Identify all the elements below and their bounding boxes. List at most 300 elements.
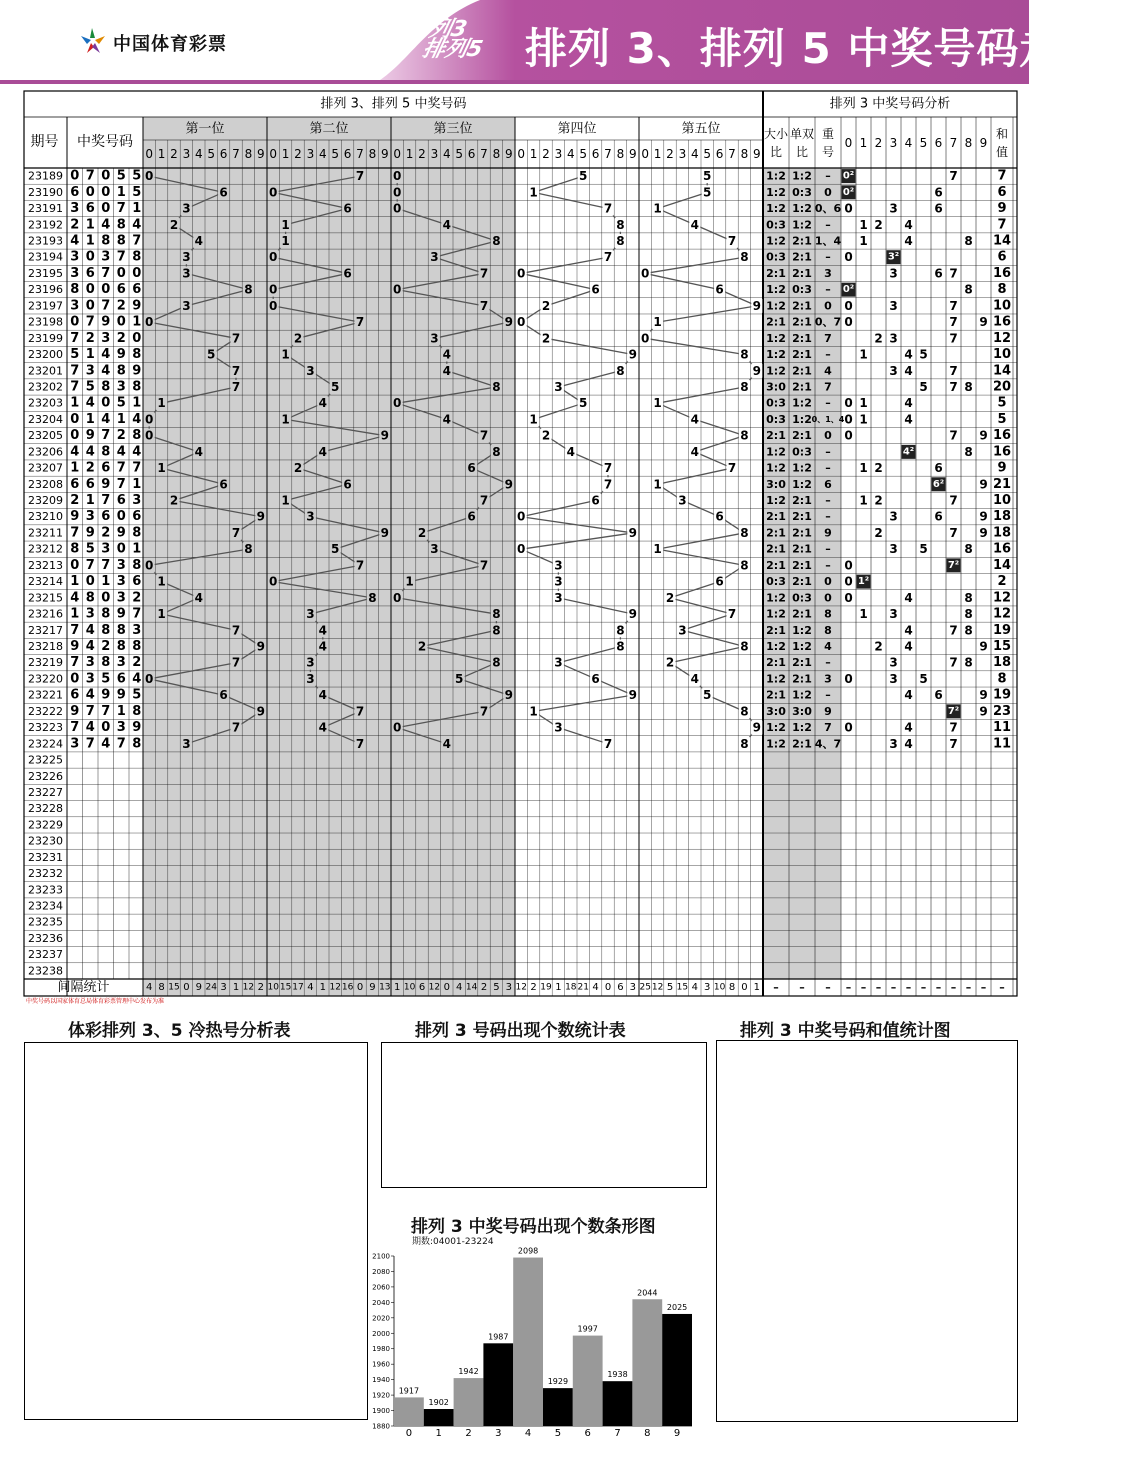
digit-head: 6: [343, 147, 352, 161]
trend-point: 1: [405, 574, 414, 589]
digit-head: 9: [380, 147, 389, 161]
position-1: 第一位: [185, 121, 225, 137]
number-cell: 8: [70, 541, 80, 557]
number-cell: 0: [101, 282, 111, 298]
footnote: 中奖号码以国家体育总局体育彩票管理中心发布为准: [26, 998, 165, 1005]
sum-value: 20: [992, 379, 1012, 395]
digit-mark: 1²: [857, 576, 870, 588]
number-cell: 7: [70, 655, 80, 671]
trend-point: 7: [479, 428, 489, 443]
digit-mark: 0: [844, 720, 853, 735]
trend-point: 1: [529, 185, 538, 200]
trend-point: 9: [628, 607, 637, 622]
number-cell: 2: [70, 493, 80, 509]
gap-value: 1: [394, 982, 401, 993]
number-cell: 0: [85, 574, 95, 590]
trend-point: 4: [442, 363, 451, 378]
repeat-number: 4、7: [814, 737, 842, 751]
digit-mark: 5: [919, 671, 928, 686]
gap-value: 3: [220, 982, 227, 993]
repeat-number: 0、7: [814, 315, 842, 329]
y-tick-label: 2040: [372, 1298, 390, 1307]
big-small-ratio: 2:1: [766, 266, 786, 280]
digit-mark: 6²: [932, 478, 945, 490]
trend-point: 1: [529, 704, 538, 719]
big-small-ratio: 1:2: [766, 283, 786, 297]
gap-dash: –: [980, 981, 987, 994]
number-cell: 3: [116, 379, 126, 395]
repeat-number: 0: [824, 575, 832, 589]
number-cell: 3: [85, 363, 95, 379]
digit-mark: 3: [889, 201, 898, 216]
trend-point: 0: [517, 315, 526, 330]
x-tick-label: 1: [435, 1428, 442, 1439]
trend-point: 8: [492, 379, 501, 394]
big-small-ratio: 1:2: [766, 672, 786, 686]
digit-head: 3: [306, 147, 315, 161]
issue-cell: 23237: [28, 948, 63, 962]
digit-mark: 3: [889, 331, 898, 346]
number-cell: 0: [70, 314, 80, 330]
digit-mark: 3: [889, 655, 898, 670]
bar-chart: [368, 1244, 713, 1439]
trend-point: 0: [145, 428, 154, 443]
issue-cell: 23211: [28, 526, 63, 540]
number-cell: 1: [70, 460, 80, 476]
number-cell: 7: [116, 249, 126, 265]
gap-value: 4: [592, 982, 599, 993]
issue-cell: 23189: [28, 169, 63, 183]
digit-mark: 8: [964, 590, 973, 605]
trend-point: 1: [281, 233, 290, 248]
digit-mark: 4: [904, 590, 913, 605]
big-small-ratio: 0:3: [766, 412, 786, 426]
trend-point: 5: [703, 688, 712, 703]
number-cell: 1: [132, 314, 142, 330]
gap-value: 0: [604, 982, 612, 993]
digit-head: 8: [616, 147, 625, 161]
trend-point: 0: [393, 185, 402, 200]
analysis-head: 7: [949, 136, 958, 150]
trend-point: 8: [740, 347, 749, 362]
gap-value: 25: [639, 982, 651, 993]
y-tick-label: 1980: [372, 1345, 390, 1354]
number-cell: 4: [85, 638, 95, 654]
trend-point: 0: [269, 574, 278, 589]
page-title: 排列 3、排列 5 中奖号码走势图: [525, 24, 1148, 73]
issue-cell: 23236: [28, 931, 63, 945]
number-cell: 9: [70, 703, 80, 719]
gap-value: 12: [242, 982, 255, 993]
odd-even-ratio: 2:1: [792, 364, 812, 378]
bar-1: [424, 1409, 454, 1426]
trend-point: 0: [641, 266, 650, 281]
digit-mark: 0: [844, 428, 853, 443]
trend-point: 0: [393, 169, 402, 184]
trend-point: 4: [442, 412, 451, 427]
trend-point: 4: [690, 217, 699, 232]
trend-point: 7: [603, 477, 613, 492]
trend-point: 4: [318, 639, 327, 654]
trend-point: 5: [207, 347, 216, 362]
trend-point: 9: [504, 315, 513, 330]
number-cell: 7: [101, 428, 111, 444]
number-cell: 3: [85, 606, 95, 622]
trend-point: 6: [467, 461, 476, 476]
gap-value: 1: [555, 982, 562, 993]
odd-even-ratio: 1:2: [792, 169, 812, 183]
trend-point: 8: [616, 233, 625, 248]
odd-even-ratio: 1:2: [792, 461, 812, 475]
number-cell: 8: [132, 379, 142, 395]
odd-even-ratio: 2:1: [792, 526, 812, 540]
sum-value: 11: [992, 736, 1012, 752]
sum-value: 6: [997, 249, 1007, 265]
number-cell: 8: [116, 638, 126, 654]
number-cell: 4: [70, 590, 80, 606]
trend-point: 4: [318, 444, 327, 459]
repeat-number: 7: [824, 721, 832, 735]
trend-point: 3: [554, 574, 563, 589]
gap-dash: –: [875, 981, 882, 994]
digit-head: 1: [529, 147, 538, 161]
repeat-number: 0、6: [814, 202, 842, 216]
number-cell: 8: [101, 622, 111, 638]
digit-mark: 1: [859, 396, 868, 411]
x-tick-label: 2: [465, 1428, 472, 1439]
number-cell: 4: [85, 395, 95, 411]
number-cell: 8: [85, 590, 95, 606]
repeat-number: 0: [824, 299, 832, 313]
trend-point: 9: [628, 688, 637, 703]
odd-even-ratio: 2:1: [792, 542, 812, 556]
odd-even-ratio: 1:2: [792, 623, 812, 637]
trend-point: 3: [554, 720, 563, 735]
number-cell: 3: [70, 201, 80, 217]
sum-value: 16: [992, 444, 1012, 460]
number-cell: 3: [85, 509, 95, 525]
gap-value: 12: [329, 982, 341, 993]
col-issue: 期号: [30, 134, 59, 150]
digit-mark: 0: [844, 558, 853, 573]
digit-mark: 1: [859, 412, 868, 427]
sum-value: 19: [992, 622, 1012, 638]
sum-value: 16: [992, 541, 1012, 557]
digit-head: 5: [455, 147, 464, 161]
issue-cell: 23198: [28, 315, 63, 329]
number-cell: 2: [85, 330, 95, 346]
number-cell: 9: [70, 509, 80, 525]
digit-mark: 4: [904, 720, 913, 735]
number-cell: 0: [101, 201, 111, 217]
number-cell: 7: [85, 557, 95, 573]
number-cell: 8: [132, 347, 142, 363]
trend-point: 7: [231, 363, 241, 378]
number-cell: 0: [101, 720, 111, 736]
trend-point: 8: [492, 444, 501, 459]
sum-value: 18: [992, 655, 1012, 671]
col-number: 中奖号码: [77, 134, 133, 150]
sum-value: 7: [997, 217, 1007, 233]
y-tick-label: 1960: [372, 1360, 390, 1369]
digit-mark: 1: [859, 607, 868, 622]
gap-dash: –: [799, 981, 805, 994]
trend-point: 6: [715, 574, 724, 589]
gap-dash: –: [825, 981, 831, 994]
digit-mark: 1: [859, 493, 868, 508]
trend-point: 6: [219, 185, 228, 200]
number-cell: 4: [85, 720, 95, 736]
trend-point: 3: [554, 558, 563, 573]
gap-value: 24: [205, 982, 217, 993]
trend-point: 7: [603, 201, 613, 216]
number-cell: 8: [101, 379, 111, 395]
number-cell: 9: [116, 525, 126, 541]
trend-point: 1: [653, 542, 662, 557]
gap-value: 4: [691, 982, 698, 993]
gap-value: 3: [629, 982, 636, 993]
digit-head: 9: [628, 147, 637, 161]
trend-point: 2: [417, 525, 427, 540]
number-cell: 1: [85, 233, 95, 249]
odd-even-ratio: 2:1: [792, 656, 812, 670]
trend-point: 4: [318, 688, 327, 703]
digit-mark: 5: [919, 379, 928, 394]
big-small-ratio: 1:2: [766, 591, 786, 605]
trend-point: 9: [504, 477, 513, 492]
trend-point: 6: [343, 266, 352, 281]
analysis-head: 单双: [789, 127, 815, 141]
number-cell: 0: [70, 557, 80, 573]
digit-mark: 3: [889, 607, 898, 622]
number-cell: 2: [101, 638, 111, 654]
number-cell: 0: [70, 168, 80, 184]
number-cell: 5: [132, 168, 142, 184]
gap-value: 2: [530, 982, 537, 993]
digit-mark: 7: [949, 266, 958, 281]
digit-mark: 4: [904, 363, 913, 378]
repeat-number: –: [825, 688, 831, 702]
digit-head: 8: [492, 147, 501, 161]
issue-cell: 23232: [28, 867, 63, 881]
trend-point: 3: [678, 623, 687, 638]
big-small-ratio: 1:2: [766, 169, 786, 183]
gap-dash: –: [935, 981, 942, 994]
number-cell: 1: [132, 395, 142, 411]
trend-point: 4: [442, 736, 451, 751]
trend-point: 4: [690, 671, 699, 686]
number-cell: 7: [85, 703, 95, 719]
bar-6: [573, 1336, 603, 1426]
trend-point: 0: [145, 169, 154, 184]
odd-even-ratio: 0:3: [792, 445, 812, 459]
repeat-number: –: [825, 461, 831, 475]
digit-mark: 2: [874, 639, 883, 654]
number-cell: 4: [101, 736, 111, 752]
digit-mark: 6: [934, 461, 943, 476]
odd-even-ratio: 2:1: [792, 380, 812, 394]
trend-point: 8: [244, 542, 253, 557]
trend-point: 9: [752, 363, 761, 378]
digit-mark: 3: [889, 542, 898, 557]
digit-mark: 3: [889, 363, 898, 378]
digit-mark: 7: [949, 315, 958, 330]
number-cell: 7: [101, 557, 111, 573]
game-mark-line2: 排列5: [420, 37, 485, 62]
number-cell: 1: [70, 395, 80, 411]
gap-value: 2: [257, 982, 264, 993]
issue-cell: 23238: [28, 964, 63, 978]
trend-point: 1: [281, 347, 290, 362]
digit-mark: 3: [889, 736, 898, 751]
number-cell: 9: [101, 687, 111, 703]
gap-value: 15: [676, 982, 689, 993]
digit-mark: 8: [964, 444, 973, 459]
big-small-ratio: 1:2: [766, 639, 786, 653]
trend-point: 0: [393, 396, 402, 411]
gap-value: 16: [341, 982, 354, 993]
number-cell: 0: [101, 184, 111, 200]
trend-point: 7: [603, 250, 613, 265]
bar-label: 2025: [666, 1302, 688, 1312]
digit-mark: 4: [904, 688, 913, 703]
issue-cell: 23205: [28, 429, 63, 443]
trend-point: 4: [442, 217, 451, 232]
repeat-number: 0: [824, 185, 832, 199]
analysis-head: 8: [964, 136, 973, 150]
bar-8: [632, 1299, 662, 1426]
issue-cell: 23226: [28, 769, 63, 783]
number-cell: 2: [101, 525, 111, 541]
trend-point: 6: [219, 477, 228, 492]
number-cell: 0: [85, 249, 95, 265]
digit-mark: 0²: [842, 284, 855, 296]
issue-cell: 23233: [28, 883, 63, 897]
y-tick-label: 2020: [372, 1314, 390, 1323]
issue-cell: 23193: [28, 234, 63, 248]
digit-mark: 7: [949, 379, 958, 394]
trend-point: 1: [281, 412, 290, 427]
number-cell: 8: [132, 638, 142, 654]
position-3: 第三位: [433, 121, 473, 137]
trend-point: 1: [157, 461, 166, 476]
digit-head: 1: [653, 147, 662, 161]
sum-value: 8: [997, 282, 1007, 298]
number-cell: 1: [85, 217, 95, 233]
number-cell: 5: [85, 541, 95, 557]
sum-value: 12: [992, 606, 1012, 622]
trend-point: 3: [678, 493, 687, 508]
trend-point: 9: [504, 688, 513, 703]
trend-point: 6: [591, 282, 600, 297]
number-cell: 0: [132, 265, 142, 281]
digit-mark: 7: [949, 720, 958, 735]
gap-value: 21: [577, 982, 589, 993]
gap-value: 8: [158, 982, 165, 993]
trend-point: 1: [653, 477, 662, 492]
trend-point: 7: [727, 233, 737, 248]
digit-mark: 4²: [902, 446, 915, 458]
trend-point: 9: [628, 347, 637, 362]
digit-head: 5: [579, 147, 588, 161]
trend-point: 0: [269, 298, 278, 313]
x-tick-label: 6: [584, 1428, 591, 1439]
digit-mark: 4: [904, 347, 913, 362]
trend-point: 8: [740, 525, 749, 540]
x-tick-label: 3: [495, 1428, 502, 1439]
odd-even-ratio: 1:2: [792, 202, 812, 216]
gap-value: 4: [146, 982, 153, 993]
digit-mark: 0: [844, 201, 853, 216]
trend-point: 2: [541, 298, 551, 313]
digit-mark: 9: [979, 639, 988, 654]
trend-point: 7: [355, 558, 365, 573]
gap-value: 18: [565, 982, 577, 993]
number-cell: 9: [132, 298, 142, 314]
gap-value: 5: [666, 982, 674, 993]
big-small-ratio: 1:2: [766, 737, 786, 751]
odd-even-ratio: 1:2: [792, 639, 812, 653]
trend-point: 0: [517, 266, 526, 281]
trend-point: 2: [541, 428, 551, 443]
issue-cell: 23217: [28, 623, 63, 637]
trend-point: 3: [182, 298, 191, 313]
trend-point: 6: [591, 493, 600, 508]
sum-value: 16: [992, 314, 1012, 330]
bar-4: [513, 1258, 543, 1426]
big-small-ratio: 2:1: [766, 656, 786, 670]
digit-head: 5: [207, 147, 216, 161]
trend-point: 0: [269, 250, 278, 265]
issue-cell: 23231: [28, 850, 63, 864]
trend-point: 8: [740, 704, 749, 719]
number-cell: 6: [70, 184, 80, 200]
digit-mark: 1: [859, 233, 868, 248]
issue-cell: 23207: [28, 461, 63, 475]
trend-point: 0: [145, 558, 154, 573]
digit-head: 7: [728, 147, 736, 161]
odd-even-ratio: 1:2: [792, 396, 812, 410]
sum-value: 2: [997, 574, 1007, 590]
odd-even-ratio: 2:1: [792, 315, 812, 329]
x-tick-label: 0: [405, 1428, 413, 1439]
trend-point: 4: [318, 623, 327, 638]
trend-point: 6: [343, 201, 352, 216]
number-cell: 2: [116, 298, 126, 314]
gap-label: 间隔统计: [57, 980, 110, 995]
repeat-number: 4: [824, 364, 832, 378]
trend-point: 1: [281, 493, 290, 508]
number-cell: 1: [132, 201, 142, 217]
repeat-number: 0: [824, 429, 832, 443]
digit-mark: 5: [919, 542, 928, 557]
number-cell: 1: [101, 574, 111, 590]
trend-point: 0: [393, 590, 402, 605]
odd-even-ratio: 1:2: [792, 412, 812, 426]
digit-mark: 8: [964, 655, 973, 670]
issue-cell: 23192: [28, 218, 63, 232]
digit-mark: 6: [934, 266, 943, 281]
issue-cell: 23199: [28, 331, 63, 345]
y-tick-label: 1920: [372, 1391, 390, 1400]
number-cell: 7: [116, 201, 126, 217]
trend-point: 2: [169, 217, 179, 232]
trend-point: 6: [715, 282, 724, 297]
digit-mark: 6: [934, 509, 943, 524]
trend-point: 7: [231, 720, 241, 735]
big-small-ratio: 0:3: [766, 218, 786, 232]
issue-cell: 23221: [28, 688, 63, 702]
